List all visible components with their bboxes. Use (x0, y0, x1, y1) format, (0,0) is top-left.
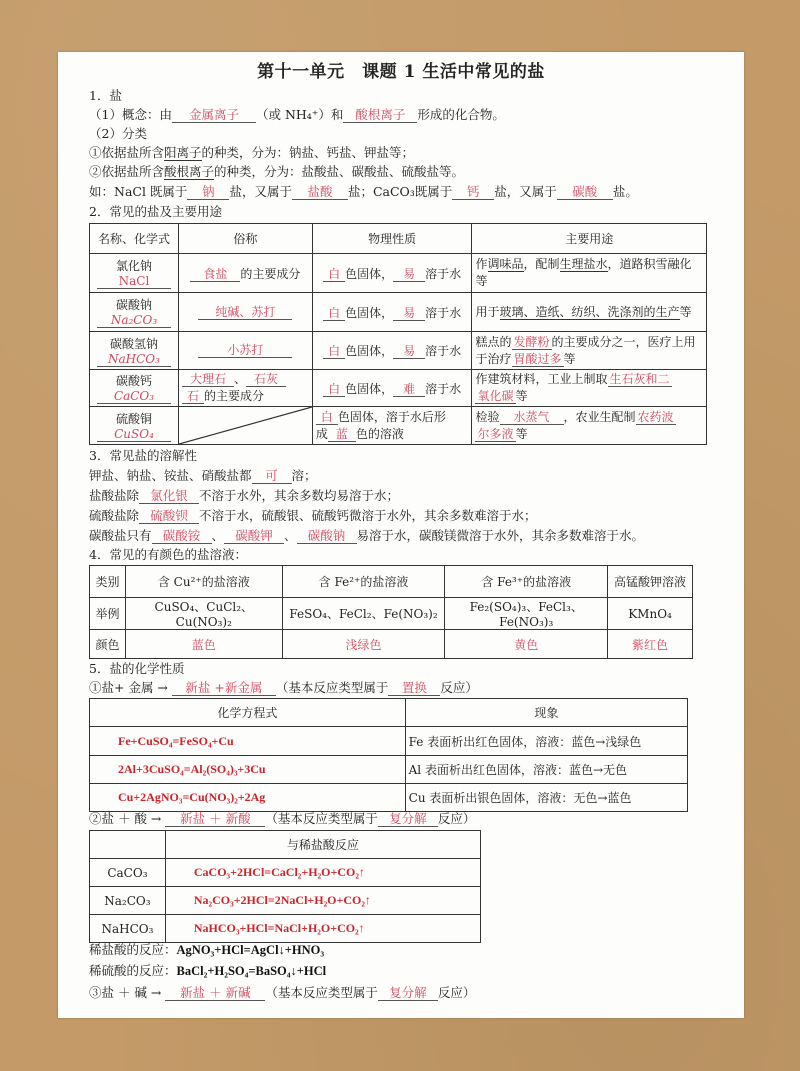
row-label: 举例 (90, 598, 126, 630)
underlined-term: 酸根离子 (164, 164, 215, 179)
hcl-reaction-line (89, 942, 324, 958)
use-cell (472, 293, 707, 332)
text: ，道路积雪融化等 (475, 257, 692, 288)
answer-blank: 纯碱、苏打 (198, 305, 292, 320)
text: 钾盐、钠盐、铵盐、硝酸盐都 (89, 468, 252, 483)
row-label: 类别 (90, 566, 126, 598)
text: ②盐 ＋ 酸 → (89, 811, 162, 826)
answer-blank: 硫酸钡 (139, 509, 199, 524)
text: 易溶于水，碳酸镁微溶于水外，其余多数难溶于水。 (356, 528, 645, 543)
text: 的主要成分 (203, 389, 264, 403)
text: 盐；CaCO₃既属于 (347, 184, 453, 199)
salt-formula: NaCl (97, 274, 171, 289)
column-header: 现象 (405, 699, 687, 727)
color-cell: 浅绿色 (282, 630, 445, 659)
underlined-term: 生理盐水 (559, 257, 608, 271)
salt-name: 氯化钠 (115, 259, 152, 273)
text: 盐，又属于 (229, 184, 292, 199)
text: 溶于水 (425, 344, 462, 358)
text: 色固体，溶于水后形 (337, 409, 446, 424)
table-row (90, 887, 481, 915)
section3-heading: 3．常见盐的溶解性 (89, 448, 197, 463)
salt-formula: NaHCO₃ (97, 352, 171, 367)
text: 盐酸盐除 (89, 488, 140, 503)
use-cell (472, 370, 707, 407)
answer-blank: 置换 (388, 681, 440, 696)
text: 色固体， (345, 266, 394, 281)
text: 等 (679, 304, 692, 319)
column-header: 主要用途 (472, 224, 707, 254)
category-cell: 含 Cu²⁺的盐溶液 (125, 566, 282, 598)
metal-reaction-table (89, 698, 688, 812)
text: 反应） (437, 985, 476, 1000)
row-label: 颜色 (90, 630, 126, 659)
text: 用于 (475, 304, 500, 319)
phenomenon-cell: Cu 表面析出银色固体，溶液：无色→蓝色 (405, 784, 687, 812)
phenomenon-cell: Al 表面析出红色固体，溶液：蓝色→无色 (405, 756, 687, 784)
equation-cell: Na₂CO₃+2HCl=2NaCl+H₂O+CO₂↑ (165, 887, 480, 915)
answer-blank: 白 (323, 382, 345, 397)
text: 、 (211, 528, 225, 543)
answer-blank: 复分解 (378, 812, 438, 827)
text: 色固体， (345, 305, 394, 320)
physical-cell (312, 332, 472, 370)
salt-cell: NaHCO₃ (90, 915, 166, 943)
answer-blank: 农药波 (637, 409, 674, 424)
answer-blank: 新盐 +新金属 (172, 681, 276, 696)
text: ①依据盐所含 (89, 145, 165, 160)
common-name-cell (178, 293, 312, 332)
answer-blank: 白 (323, 344, 345, 359)
answer-blank: 盐酸 (292, 185, 348, 200)
text: （基本反应类型属于 (275, 680, 389, 695)
text: 的主要成分之一，医疗上用于治疗 (475, 334, 696, 366)
common-name-cell (178, 370, 312, 407)
answer-blank: 氧化碳 (477, 389, 514, 403)
text: 、 (233, 372, 246, 386)
text: 溶于水 (425, 266, 462, 281)
answer-blank: 生石灰和二 (609, 372, 670, 386)
section2-heading: 2．常见的盐及主要用途 (89, 204, 222, 219)
answer-blank: 碳酸钾 (224, 529, 284, 544)
text: 等 (563, 351, 576, 366)
answer-blank: 钙 (452, 185, 494, 200)
text: ③盐 ＋ 碱 → (89, 985, 162, 1000)
text: （基本反应类型属于 (265, 985, 378, 1000)
column-header: 俗称 (178, 224, 312, 254)
text: 等 (515, 389, 528, 403)
text: 不溶于水，硫酸银、硫酸钙微溶于水外，其余多数难溶于水； (199, 508, 537, 523)
answer-blank: 尔多液 (477, 426, 514, 441)
equation-cell: 2Al+3CuSO₄=Al₂(SO₄)₃+3Cu (90, 756, 406, 784)
salts-uses-table (89, 223, 707, 445)
common-name-cell (178, 254, 312, 293)
empty-diagonal-cell (178, 407, 312, 445)
answer-blank: 石 (182, 389, 204, 404)
answer-blank: 白 (323, 306, 345, 321)
category-cell: 含 Fe³⁺的盐溶液 (445, 566, 608, 598)
section4-heading: 4．常见的有颜色的盐溶液： (89, 547, 247, 562)
worksheet-page (58, 52, 744, 1018)
diagonal-line-icon (179, 407, 312, 444)
text: 溶于水 (425, 381, 462, 396)
text: 等 (515, 426, 528, 441)
colored-solutions-table (89, 565, 693, 659)
salt-name: 硫酸铜 (115, 411, 152, 426)
physical-cell (312, 293, 472, 332)
section1-heading: 1．盐 (89, 88, 122, 103)
answer-blank: 易 (393, 344, 425, 359)
text: 的种类，分为：盐酸盐、碳酸盐、硫酸盐等。 (214, 164, 465, 179)
answer-blank: 大理石 (182, 372, 234, 387)
answer-blank: 碳酸钠 (297, 529, 357, 544)
column-header: 名称、化学式 (90, 224, 179, 254)
text: 如：NaCl 既属于 (89, 184, 188, 199)
section5-heading: 5．盐的化学性质 (89, 661, 185, 676)
color-cell: 蓝色 (125, 630, 282, 659)
table-row (90, 370, 707, 407)
text: ②依据盐所含 (89, 164, 165, 179)
salt-formula: CaCO₃ (97, 389, 171, 404)
answer-blank: 碳酸 (557, 185, 613, 200)
reaction-metal-line (89, 680, 478, 696)
text: （1）概念：由 (89, 107, 172, 122)
text: ，配制 (523, 257, 560, 271)
underlined-term: 玻璃、造纸、纺织、洗涤剂的生产 (499, 304, 680, 319)
common-name-cell (178, 332, 312, 370)
examples-cell: CuSO₄、CuCl₂、Cu(NO₃)₂ (125, 598, 282, 630)
text: 稀硫酸的反应： (89, 963, 177, 978)
equation: AgNO₃+HCl=AgCl↓+HNO₃ (176, 943, 325, 957)
salt-cell: Na₂CO₃ (90, 887, 166, 915)
table-row (90, 756, 688, 784)
table-row (90, 332, 707, 370)
text: 色固体， (345, 344, 394, 358)
table-row (90, 784, 688, 812)
answer-blank: 金属离子 (172, 108, 256, 123)
classify-line-2 (89, 164, 464, 180)
table-header-row (90, 831, 481, 859)
column-header: 化学方程式 (90, 699, 406, 727)
text: 、 (284, 528, 297, 543)
text: 溶于水 (425, 305, 462, 320)
answer-blank: 白 (323, 267, 345, 282)
text: 反应） (440, 680, 478, 695)
classify-line-1 (89, 145, 414, 161)
physical-cell (312, 254, 472, 293)
text: 反应） (437, 811, 476, 826)
salt-cell: CaCO₃ (90, 859, 166, 887)
answer-blank: 难 (393, 382, 425, 397)
answer-blank: 水蒸气 (500, 410, 564, 425)
phenomenon-cell: Fe 表面析出红色固体，溶液：蓝色→浅绿色 (405, 727, 687, 756)
category-cell: 含 Fe²⁺的盐溶液 (282, 566, 445, 598)
column-header: 与稀盐酸反应 (165, 831, 480, 859)
table-row (90, 566, 693, 598)
text: 糕点的 (475, 334, 512, 349)
text: 作建筑材料，工业上制取 (475, 372, 608, 386)
answer-blank: 酸根离子 (343, 108, 417, 123)
text: 形成的化合物。 (417, 107, 505, 122)
salt-formula: CuSO₄ (97, 427, 171, 442)
answer-blank: 氯化银 (139, 489, 199, 504)
text: 的种类，分为：钠盐、钙盐、钾盐等； (201, 145, 415, 160)
text: 的主要成分 (240, 266, 301, 281)
name-cell (90, 293, 179, 332)
name-cell (90, 332, 179, 370)
equation-cell: CaCO₃+2HCl=CaCl₂+H₂O+CO₂↑ (165, 859, 480, 887)
table-row (90, 630, 693, 659)
text: ①盐+ 金属 → (89, 680, 168, 695)
text: 色固体， (345, 381, 394, 396)
classify-heading: （2）分类 (89, 126, 147, 141)
examples-cell: KMnO₄ (608, 598, 693, 630)
text: （基本反应类型属于 (265, 811, 378, 826)
empty-header-cell (90, 831, 166, 859)
answer-blank: 易 (393, 267, 425, 282)
text: 溶； (291, 468, 317, 483)
text: 不溶于水外，其余多数均易溶于水； (199, 488, 400, 503)
answer-blank: 胃酸过多 (513, 351, 562, 366)
table-row (90, 407, 707, 445)
name-cell (90, 254, 179, 293)
equation-cell: Cu+2AgNO₃=Cu(NO₃)₂+2Ag (90, 784, 406, 812)
examples-cell: FeSO₄、FeCl₂、Fe(NO₃)₂ (282, 598, 445, 630)
answer-blank: 新盐 ＋ 新酸 (165, 812, 265, 827)
physical-cell (312, 407, 472, 445)
solubility-line-1 (89, 468, 317, 484)
answer-blank: 发酵粉 (513, 334, 550, 349)
h2so4-reaction-line (89, 963, 326, 979)
equation-cell: NaHCO₃+HCl=NaCl+H₂O+CO₂↑ (165, 915, 480, 943)
equation: BaCl₂+H₂SO₄=BaSO₄↓+HCl (176, 964, 327, 978)
table-row (90, 915, 481, 943)
color-cell: 紫红色 (608, 630, 693, 659)
answer-blank: 石灰 (246, 372, 286, 387)
text: 成 (315, 426, 328, 441)
reaction-acid-line (89, 811, 475, 827)
answer-blank: 易 (393, 306, 425, 321)
solubility-line-3 (89, 508, 537, 524)
answer-blank: 碳酸铵 (152, 529, 212, 544)
answer-blank: 新盐 ＋ 新碱 (165, 986, 265, 1001)
reaction-base-line (89, 985, 475, 1001)
text: 碳酸盐只有 (89, 528, 152, 543)
solubility-line-4 (89, 528, 644, 544)
category-cell: 高锰酸钾溶液 (608, 566, 693, 598)
text: 色的溶液 (355, 426, 404, 441)
use-cell (472, 407, 707, 445)
table-row (90, 859, 481, 887)
underlined-term: 阳离子 (164, 145, 202, 160)
page-title: 第十一单元 课题 1 生活中常见的盐 (257, 62, 545, 82)
salt-name: 碳酸钙 (115, 374, 152, 388)
color-cell: 黄色 (445, 630, 608, 659)
table-row (90, 727, 688, 756)
text: 盐。 (612, 184, 638, 199)
solubility-line-2 (89, 488, 399, 504)
concept-line (89, 107, 505, 123)
text: ，农业生配制 (563, 409, 636, 424)
equation-cell: Fe+CuSO₄=FeSO₄+Cu (90, 727, 406, 756)
answer-blank: 小苏打 (198, 343, 292, 358)
text: 盐，又属于 (494, 184, 557, 199)
text: 硫酸盐除 (89, 508, 140, 523)
answer-blank: 食盐 (190, 267, 240, 282)
salt-name: 碳酸钠 (115, 298, 152, 312)
table-header-row (90, 699, 688, 727)
text: 稀盐酸的反应： (89, 942, 177, 957)
example-line (89, 184, 638, 200)
table-row (90, 293, 707, 332)
examples-cell: Fe₂(SO₄)₃、FeCl₃、Fe(NO₃)₃ (445, 598, 608, 630)
table-header-row (90, 224, 707, 254)
salt-formula: Na₂CO₃ (97, 313, 171, 328)
answer-blank: 钠 (187, 185, 229, 200)
answer-blank: 蓝 (328, 427, 356, 442)
salt-name: 碳酸氢钠 (109, 336, 158, 351)
underlined-term: 调味品 (487, 257, 524, 271)
column-header: 物理性质 (312, 224, 472, 254)
text: 作 (475, 257, 488, 271)
name-cell (90, 370, 179, 407)
use-cell (472, 332, 707, 370)
text: 检验 (475, 409, 500, 424)
answer-blank: 白 (316, 410, 338, 425)
text: （或 NH₄⁺）和 (255, 107, 344, 122)
table-row (90, 598, 693, 630)
name-cell (90, 407, 179, 445)
physical-cell (312, 370, 472, 407)
answer-blank: 可 (252, 469, 292, 484)
acid-reaction-table (89, 830, 481, 943)
answer-blank: 复分解 (378, 986, 438, 1001)
use-cell (472, 254, 707, 293)
table-row (90, 254, 707, 293)
